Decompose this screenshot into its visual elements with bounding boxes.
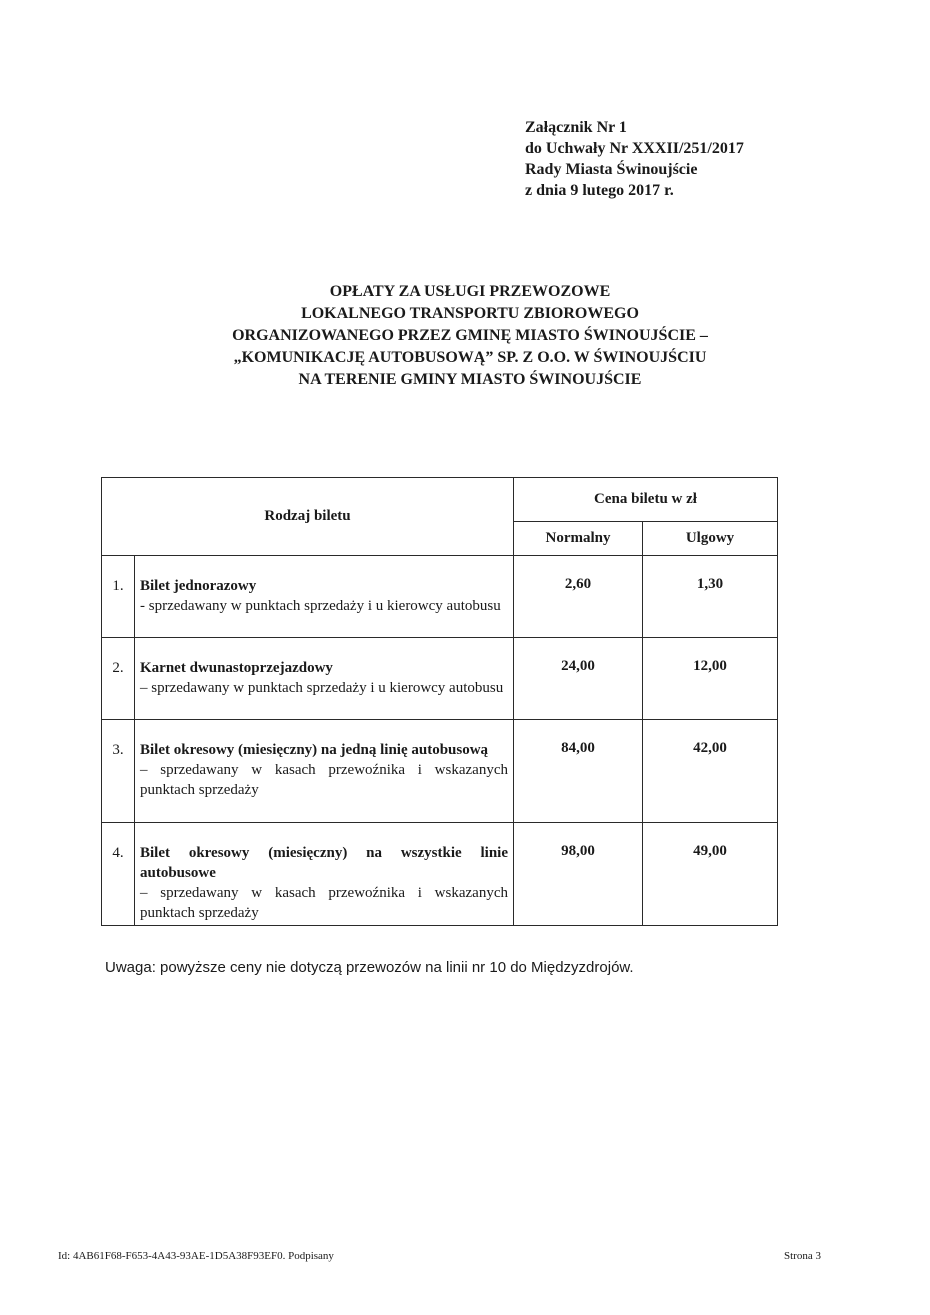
ticket-name: Bilet okresowy (miesięczny) na jedną linię autobusową [140, 742, 489, 758]
row-number: 3. [102, 720, 135, 823]
row-description [135, 823, 514, 926]
header-reduced: Ulgowy [643, 521, 778, 555]
table-row [102, 823, 778, 926]
ticket-name: Bilet okresowy (miesięczny) na wszystkie linie autobusowe [140, 845, 508, 881]
title-line-2: LOKALNEGO TRANSPORTU ZBIOROWEGO [301, 305, 639, 322]
fee-table [101, 477, 778, 926]
row-description [135, 638, 514, 720]
price-reduced: 42,00 [643, 720, 778, 823]
row-description [135, 556, 514, 638]
row-description [135, 720, 514, 823]
title-line-3: ORGANIZOWANEGO PRZEZ GMINĘ MIASTO ŚWINOUJŚCIE – [232, 327, 708, 344]
document-title [120, 281, 820, 391]
header-ticket-type: Rodzaj biletu [102, 478, 514, 556]
remark-note: Uwaga: powyższe ceny nie dotyczą przewozów na linii nr 10 do Międzyzdrojów. [105, 959, 634, 976]
price-reduced: 49,00 [643, 823, 778, 926]
title-line-5: NA TERENIE GMINY MIASTO ŚWINOUJŚCIE [298, 371, 642, 388]
price-normal: 84,00 [514, 720, 643, 823]
annex-resolution: do Uchwały Nr XXXII/251/2017 [525, 140, 744, 157]
annex-reference [525, 117, 744, 201]
row-number: 4. [102, 823, 135, 926]
ticket-name: Bilet jednorazowy [140, 578, 257, 594]
price-normal: 98,00 [514, 823, 643, 926]
ticket-note: - sprzedawany w punktach sprzedaży i u kierowcy autobusu [140, 598, 501, 614]
title-line-4: „KOMUNIKACJĘ AUTOBUSOWĄ” SP. Z O.O. W ŚWINOUJŚCIU [233, 349, 707, 366]
header-normal: Normalny [514, 521, 643, 555]
ticket-name: Karnet dwunastoprzejazdowy [140, 660, 333, 676]
price-reduced: 1,30 [643, 556, 778, 638]
annex-council: Rady Miasta Świnoujście [525, 161, 698, 178]
page-number: Strona 3 [784, 1250, 821, 1262]
table-header-row [102, 478, 778, 522]
header-price: Cena biletu w zł [514, 478, 778, 522]
price-normal: 24,00 [514, 638, 643, 720]
table-row [102, 556, 778, 638]
table-row [102, 638, 778, 720]
ticket-note: – sprzedawany w punktach sprzedaży i u kierowcy autobusu [140, 680, 504, 696]
row-number: 1. [102, 556, 135, 638]
ticket-note: – sprzedawany w kasach przewoźnika i wskazanych punktach sprzedaży [140, 885, 508, 921]
document-id-footer: Id: 4AB61F68-F653-4A43-93AE-1D5A38F93EF0. Podpisany [58, 1250, 334, 1262]
annex-number: Załącznik Nr 1 [525, 119, 627, 136]
title-line-1: OPŁATY ZA USŁUGI PRZEWOZOWE [329, 283, 611, 300]
table-row [102, 720, 778, 823]
price-reduced: 12,00 [643, 638, 778, 720]
annex-date: z dnia 9 lutego 2017 r. [525, 182, 674, 199]
row-number: 2. [102, 638, 135, 720]
ticket-note: – sprzedawany w kasach przewoźnika i wskazanych punktach sprzedaży [140, 762, 508, 798]
price-normal: 2,60 [514, 556, 643, 638]
